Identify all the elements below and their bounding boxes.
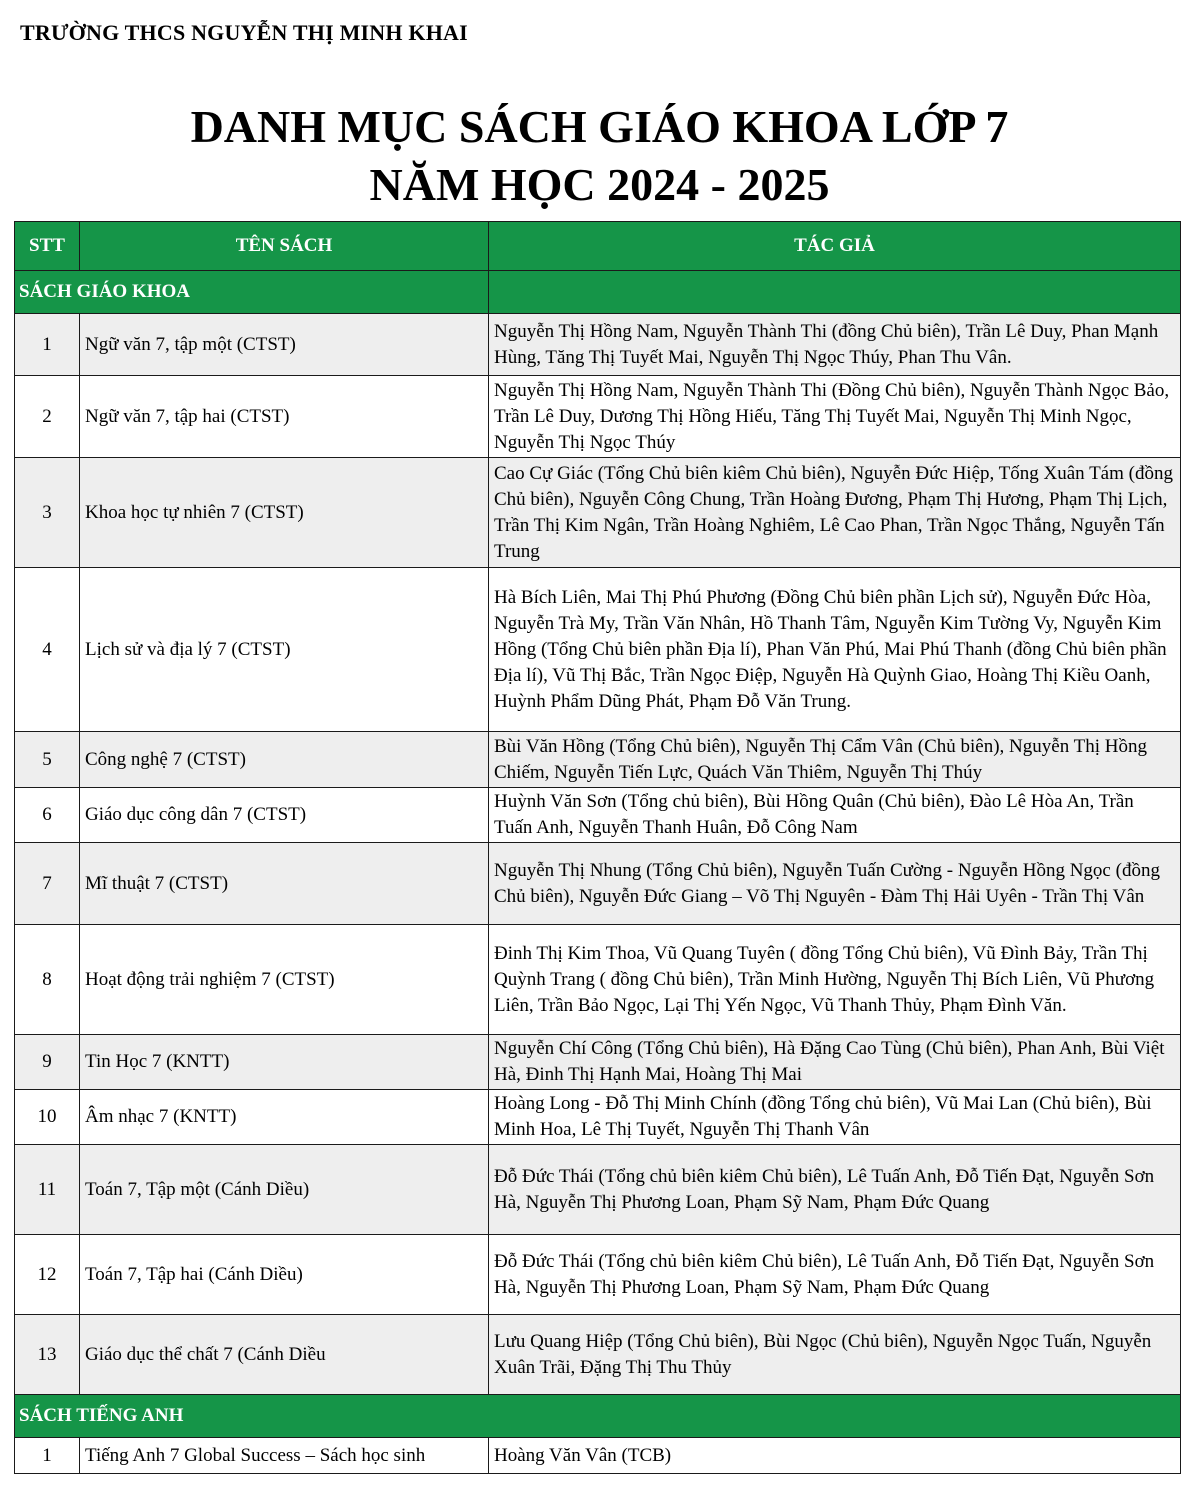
row-book-name: Tiếng Anh 7 Global Success – Sách học sinh: [80, 1438, 489, 1474]
row-stt: 3: [15, 458, 80, 568]
table-row: [15, 1145, 1181, 1235]
table-row: [15, 458, 1181, 568]
row-authors: Lưu Quang Hiệp (Tổng Chủ biên), Bùi Ngọc (Chủ biên), Nguyễn Ngọc Tuấn, Nguyễn Xuân Trãi, Đặng Thị Thu Thủy: [489, 1315, 1181, 1395]
row-authors: Hoàng Long - Đỗ Thị Minh Chính (đồng Tổng chủ biên), Vũ Mai Lan (Chủ biên), Bùi Minh Hoa, Lê Thị Tuyết, Nguyễn Thị Thanh Vân: [489, 1090, 1181, 1145]
row-authors: Nguyễn Thị Hồng Nam, Nguyễn Thành Thi (Đồng Chủ biên), Nguyễn Thành Ngọc Bảo, Trần Lê Duy, Dương Thị Hồng Hiếu, Tăng Thị Tuyết Mai, Nguyễn Thị Minh Ngọc, Nguyễn Thị Ngọc Thúy: [489, 376, 1181, 458]
column-header-name: TÊN SÁCH: [80, 222, 489, 271]
row-stt: 1: [15, 314, 80, 376]
row-book-name: Công nghệ 7 (CTST): [80, 732, 489, 788]
column-header-authors: TÁC GIẢ: [489, 222, 1181, 271]
table-row: [15, 1438, 1181, 1474]
row-book-name: Giáo dục công dân 7 (CTST): [80, 788, 489, 843]
row-stt: 12: [15, 1235, 80, 1315]
row-authors: Hoàng Văn Vân (TCB): [489, 1438, 1181, 1474]
row-stt: 11: [15, 1145, 80, 1235]
row-authors: Nguyễn Thị Nhung (Tổng Chủ biên), Nguyễn Tuấn Cường - Nguyễn Hồng Ngọc (đồng Chủ biên), Nguyễn Đức Giang – Võ Thị Nguyên - Đàm Thị Hải Uyên - Trần Thị Vân: [489, 843, 1181, 925]
row-stt: 10: [15, 1090, 80, 1145]
row-authors: Huỳnh Văn Sơn (Tổng chủ biên), Bùi Hồng Quân (Chủ biên), Đào Lê Hòa An, Trần Tuấn Anh, Nguyễn Thanh Huân, Đỗ Công Nam: [489, 788, 1181, 843]
row-stt: 13: [15, 1315, 80, 1395]
row-book-name: Giáo dục thể chất 7 (Cánh Diều: [80, 1315, 489, 1395]
table-row: [15, 1235, 1181, 1315]
row-authors: Đỗ Đức Thái (Tổng chủ biên kiêm Chủ biên), Lê Tuấn Anh, Đỗ Tiến Đạt, Nguyễn Sơn Hà, Nguyễn Thị Phương Loan, Phạm Sỹ Nam, Phạm Đức Quang: [489, 1145, 1181, 1235]
row-book-name: Ngữ văn 7, tập một (CTST): [80, 314, 489, 376]
table-row: [15, 788, 1181, 843]
table-row: [15, 732, 1181, 788]
row-book-name: Toán 7, Tập hai (Cánh Diều): [80, 1235, 489, 1315]
table-row: [15, 1090, 1181, 1145]
row-book-name: Mĩ thuật 7 (CTST): [80, 843, 489, 925]
row-authors: Đinh Thị Kim Thoa, Vũ Quang Tuyên ( đồng Tổng Chủ biên), Vũ Đình Bảy, Trần Thị Quỳnh Trang ( đồng Chủ biên), Trần Minh Hường, Nguyễn Thị Bích Liên, Vũ Phương Liên, Trần Bảo Ngọc, Lại Thị Yến Ngọc, Vũ Thanh Thủy, Phạm Đình Văn.: [489, 925, 1181, 1035]
title-line-2: NĂM HỌC 2024 - 2025: [369, 159, 830, 210]
school-name: TRƯỜNG THCS NGUYỄN THỊ MINH KHAI: [20, 20, 468, 45]
table-header-row: [15, 222, 1181, 271]
row-book-name: Tin Học 7 (KNTT): [80, 1035, 489, 1090]
row-authors: Nguyễn Thị Hồng Nam, Nguyễn Thành Thi (đồng Chủ biên), Trần Lê Duy, Phan Mạnh Hùng, Tăng Thị Tuyết Mai, Nguyễn Thị Ngọc Thúy, Phan Thu Vân.: [489, 314, 1181, 376]
row-book-name: Khoa học tự nhiên 7 (CTST): [80, 458, 489, 568]
section-row-english: [15, 1395, 1181, 1438]
section-row-textbooks: [15, 271, 1181, 314]
table-row: [15, 925, 1181, 1035]
table-row: [15, 1315, 1181, 1395]
row-stt: 7: [15, 843, 80, 925]
row-book-name: Hoạt động trải nghiệm 7 (CTST): [80, 925, 489, 1035]
row-book-name: Ngữ văn 7, tập hai (CTST): [80, 376, 489, 458]
table-row: [15, 376, 1181, 458]
row-stt: 9: [15, 1035, 80, 1090]
row-authors: Nguyễn Chí Công (Tổng Chủ biên), Hà Đặng Cao Tùng (Chủ biên), Phan Anh, Bùi Việt Hà, Đinh Thị Hạnh Mai, Hoàng Thị Mai: [489, 1035, 1181, 1090]
row-authors: Bùi Văn Hồng (Tổng Chủ biên), Nguyễn Thị Cẩm Vân (Chủ biên), Nguyễn Thị Hồng Chiếm, Nguyễn Tiến Lực, Quách Văn Thiêm, Nguyễn Thị Thúy: [489, 732, 1181, 788]
row-stt: 4: [15, 568, 80, 732]
row-book-name: Toán 7, Tập một (Cánh Diều): [80, 1145, 489, 1235]
row-book-name: Âm nhạc 7 (KNTT): [80, 1090, 489, 1145]
row-stt: 5: [15, 732, 80, 788]
page-title: [0, 98, 1199, 214]
row-stt: 1: [15, 1438, 80, 1474]
row-authors: Hà Bích Liên, Mai Thị Phú Phương (Đồng Chủ biên phần Lịch sử), Nguyễn Đức Hòa, Nguyễn Trà My, Trần Văn Nhân, Hồ Thanh Tâm, Nguyễn Kim Tường Vy, Nguyễn Kim Hồng (Tổng Chủ biên phần Địa lí), Phan Văn Phú, Mai Phú Thanh (đồng Chủ biên phần Địa lí), Vũ Thị Bắc, Trần Ngọc Điệp, Nguyễn Hà Quỳnh Giao, Hoàng Thị Kiều Oanh, Huỳnh Phẩm Dũng Phát, Phạm Đỗ Văn Trung.: [489, 568, 1181, 732]
row-stt: 2: [15, 376, 80, 458]
row-authors: Đỗ Đức Thái (Tổng chủ biên kiêm Chủ biên), Lê Tuấn Anh, Đỗ Tiến Đạt, Nguyễn Sơn Hà, Nguyễn Thị Phương Loan, Phạm Sỹ Nam, Phạm Đức Quang: [489, 1235, 1181, 1315]
table-row: [15, 843, 1181, 925]
row-stt: 6: [15, 788, 80, 843]
table-row: [15, 314, 1181, 376]
row-authors: Cao Cự Giác (Tổng Chủ biên kiêm Chủ biên), Nguyễn Đức Hiệp, Tống Xuân Tám (đồng Chủ biên), Nguyễn Công Chung, Trần Hoàng Đương, Phạm Thị Hương, Phạm Thị Lịch, Trần Thị Kim Ngân, Trần Hoàng Nghiêm, Lê Cao Phan, Trần Ngọc Thắng, Nguyễn Tấn Trung: [489, 458, 1181, 568]
row-stt: 8: [15, 925, 80, 1035]
textbook-table: [14, 221, 1181, 1474]
column-header-stt: STT: [15, 222, 80, 271]
title-line-1: DANH MỤC SÁCH GIÁO KHOA LỚP 7: [190, 101, 1009, 152]
section-empty-cell: [489, 271, 1181, 314]
section-label: SÁCH GIÁO KHOA: [15, 271, 489, 314]
section-label: SÁCH TIẾNG ANH: [15, 1395, 1181, 1438]
table-row: [15, 1035, 1181, 1090]
table-row: [15, 568, 1181, 732]
row-book-name: Lịch sử và địa lý 7 (CTST): [80, 568, 489, 732]
